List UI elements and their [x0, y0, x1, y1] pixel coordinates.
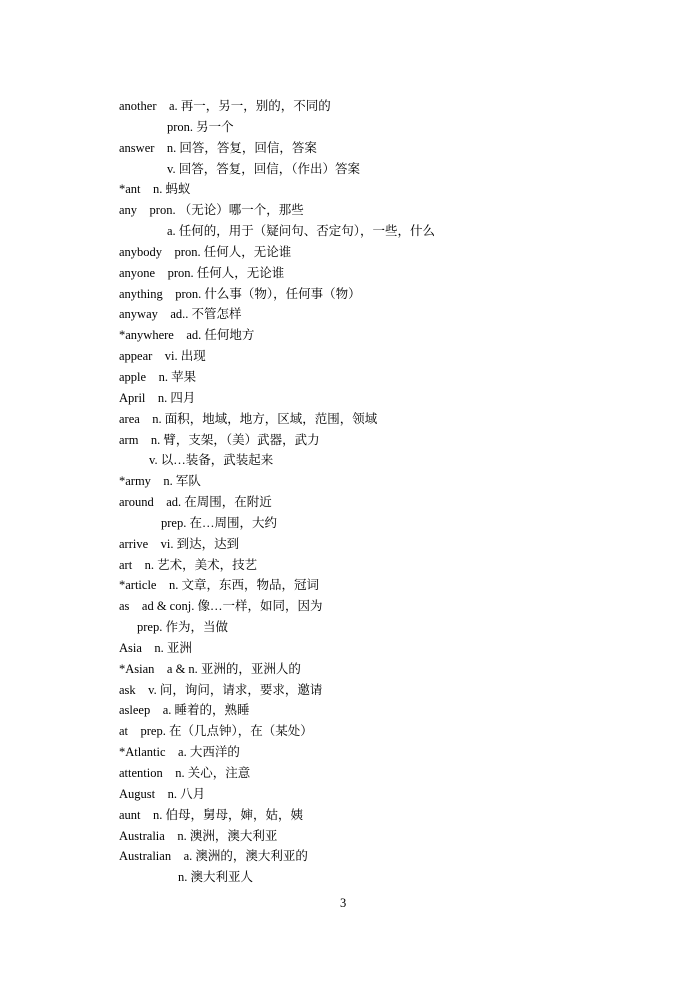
vocabulary-entry: as ad & conj. 像…一样，如同，因为 [119, 599, 323, 614]
vocabulary-entry: anything pron. 什么事（物），任何事（物） [119, 286, 361, 301]
vocabulary-entry: *anywhere ad. 任何地方 [119, 328, 255, 343]
vocabulary-entry: arrive vi. 到达，达到 [119, 536, 240, 551]
vocabulary-entry: another a. 再一，另一，别的，不同的 [119, 99, 331, 113]
vocabulary-entry: anyone pron. 任何人，无论谁 [119, 265, 285, 280]
vocabulary-entry: art n. 艺术，美术，技艺 [119, 557, 258, 572]
vocabulary-entry-continuation: pron. 另一个 [167, 119, 234, 134]
vocabulary-entry: *ant n. 蚂蚁 [119, 182, 191, 197]
vocabulary-entry: aunt n. 伯母，舅母，婶，姑，姨 [119, 807, 304, 822]
vocabulary-entry: August n. 八月 [119, 786, 206, 801]
vocabulary-entry: Australian a. 澳洲的，澳大利亚的 [119, 849, 308, 864]
vocabulary-entry-continuation: n. 澳大利亚人 [178, 870, 254, 885]
vocabulary-entry: ask v. 问，询问，请求，要求，邀请 [119, 682, 323, 697]
vocabulary-entry: at prep. 在（几点钟），在（某处） [119, 724, 313, 739]
vocabulary-entry: attention n. 关心，注意 [119, 766, 251, 780]
vocabulary-entry: *army n. 军队 [119, 474, 201, 489]
vocabulary-entry: Asia n. 亚洲 [119, 640, 192, 655]
vocabulary-entry: answer n. 回答，答复，回信，答案 [119, 140, 317, 155]
page-number: 3 [340, 896, 347, 910]
vocabulary-entry: anybody pron. 任何人，无论谁 [119, 244, 292, 259]
vocabulary-entry: around ad. 在周围，在附近 [119, 495, 272, 510]
vocabulary-entry-continuation: prep. 在…周围，大约 [161, 515, 277, 530]
vocabulary-entry: Australia n. 澳洲，澳大利亚 [119, 828, 278, 843]
vocabulary-entry: appear vi. 出现 [119, 349, 206, 364]
vocabulary-entry-continuation: prep. 作为，当做 [137, 620, 228, 635]
vocabulary-entry: *article n. 文章，东西，物品，冠词 [119, 578, 319, 593]
vocabulary-entry: area n. 面积，地域，地方，区域，范围，领域 [119, 411, 378, 426]
vocabulary-entry: arm n. 臂，支架，（美）武器，武力 [119, 432, 320, 447]
vocabulary-entry: any pron. （无论）哪一个，那些 [119, 203, 304, 218]
vocabulary-entry: *Atlantic a. 大西洋的 [119, 745, 240, 760]
vocabulary-entry: apple n. 苹果 [119, 369, 197, 384]
vocabulary-entry: asleep a. 睡着的，熟睡 [119, 703, 250, 718]
vocabulary-entry-continuation: a. 任何的，用于（疑问句、否定句），一些，什么 [167, 224, 436, 239]
vocabulary-entry: *Asian a & n. 亚洲的，亚洲人的 [119, 661, 301, 676]
vocabulary-entry-continuation: v. 回答，答复，回信，（作出）答案 [167, 161, 360, 176]
vocabulary-list [119, 96, 639, 888]
vocabulary-entry: anyway ad.. 不管怎样 [119, 307, 242, 322]
vocabulary-entry-continuation: v. 以…装备，武装起来 [149, 453, 274, 468]
vocabulary-entry: April n. 四月 [119, 390, 196, 405]
